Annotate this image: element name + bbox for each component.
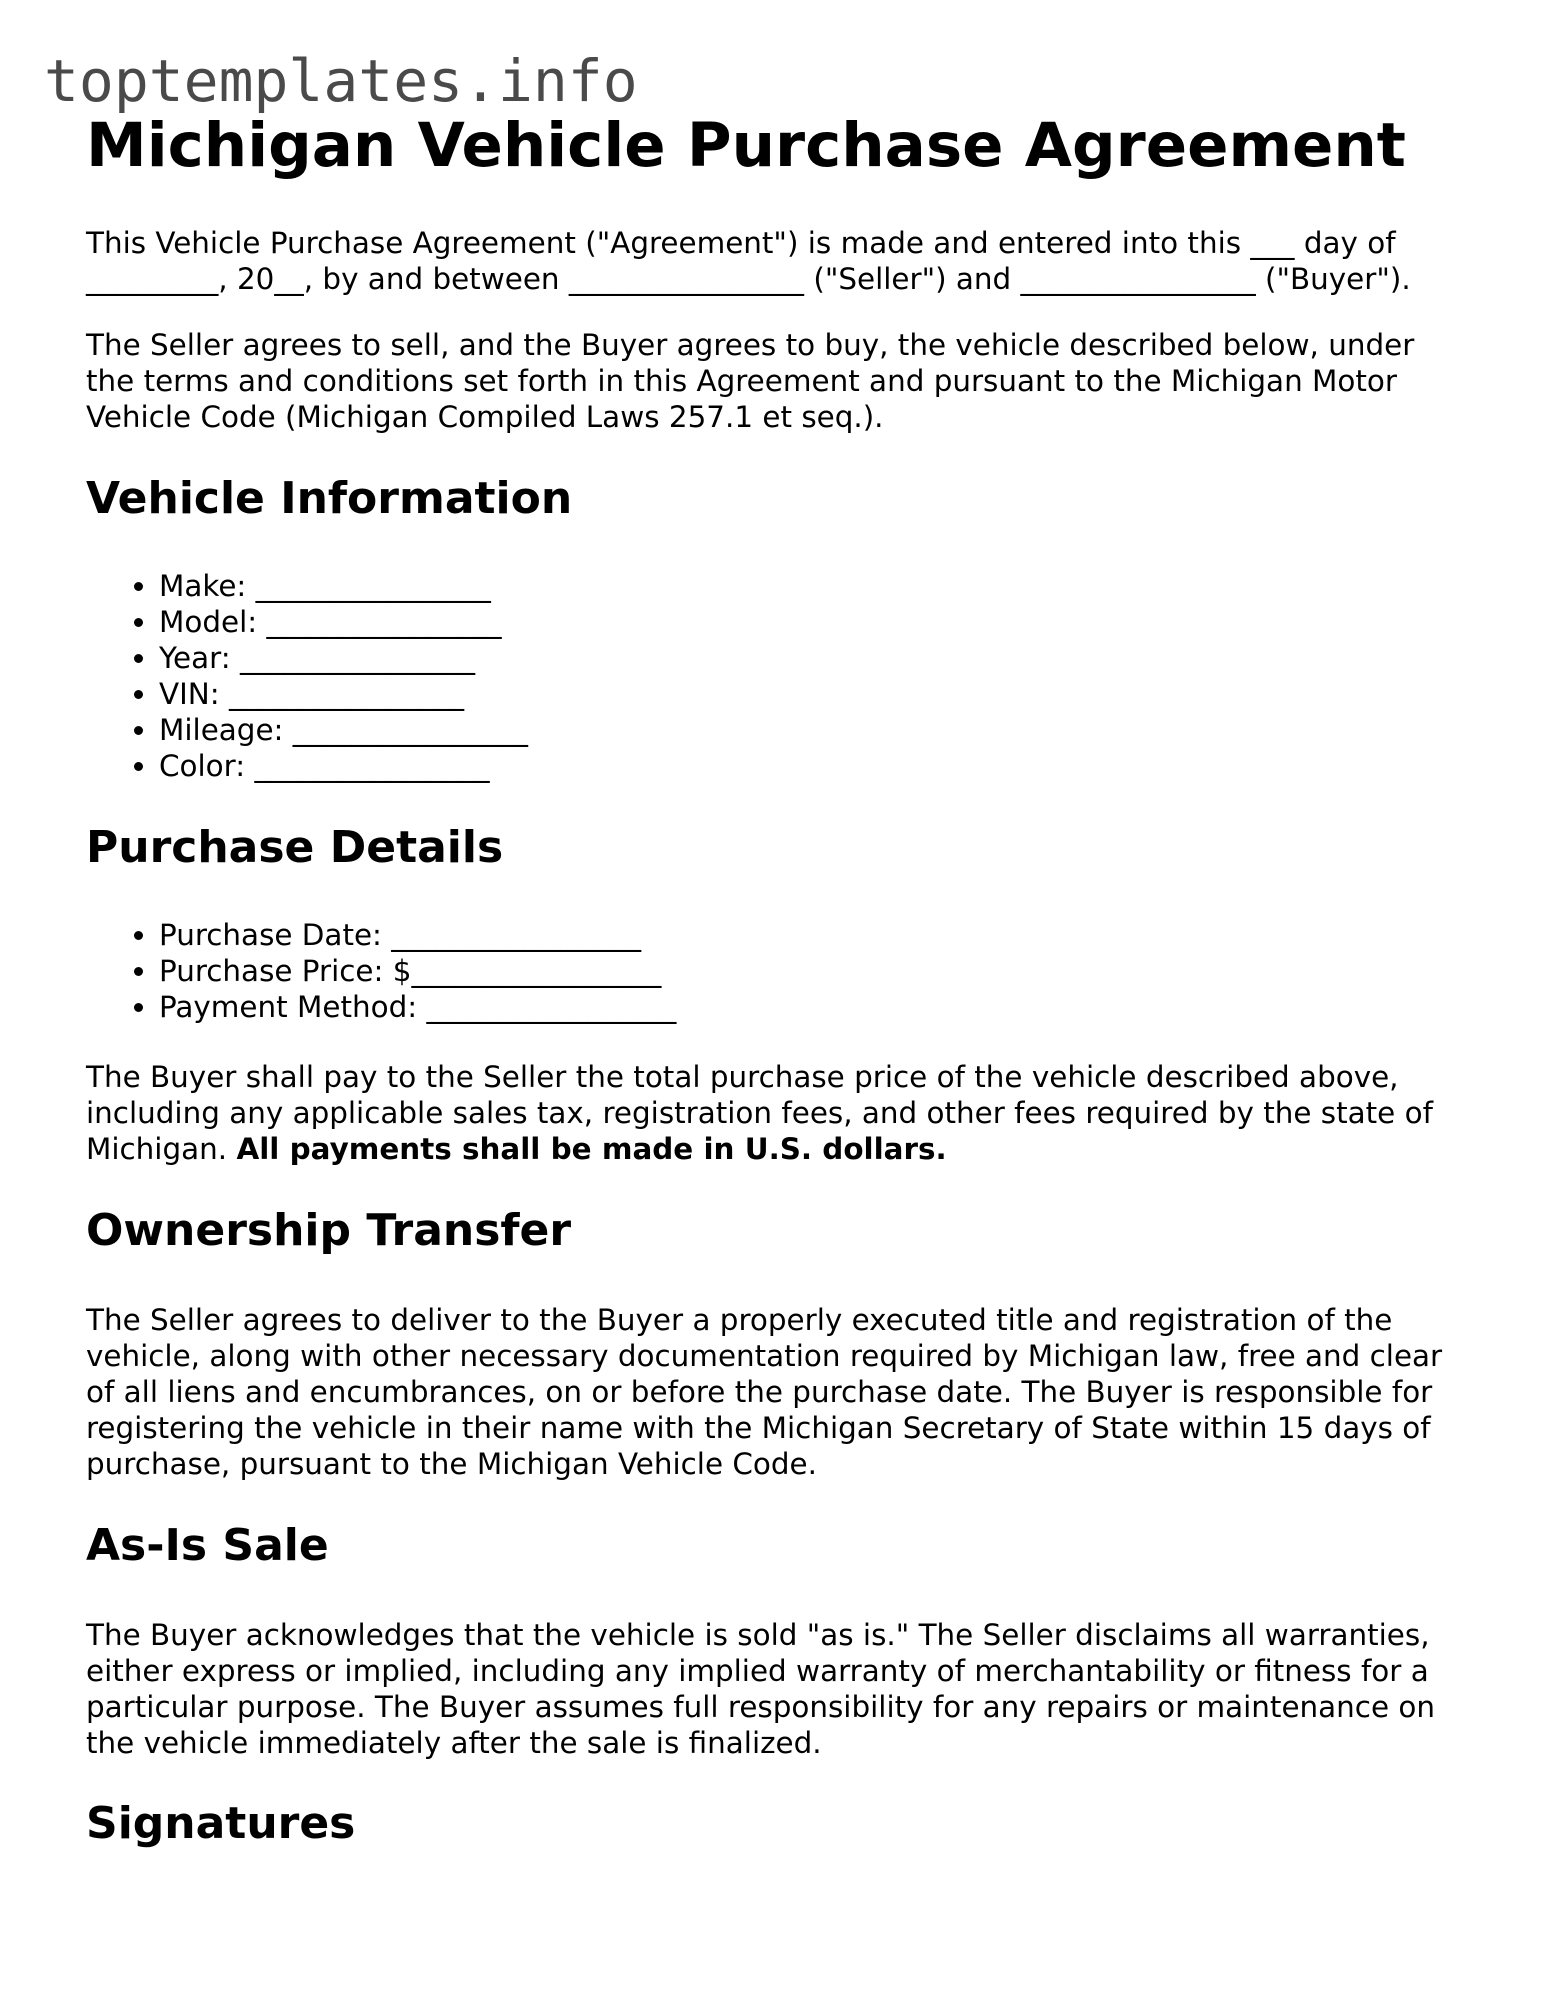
document	[86, 104, 1466, 1851]
list-item: • Purchase Date: _________________	[159, 917, 1466, 953]
purchase-details-heading: Purchase Details	[86, 822, 504, 873]
purchase-details-list	[86, 917, 1466, 1025]
as-is-sale-section	[86, 1519, 1466, 1761]
list-item: • Color: ________________	[159, 748, 1466, 784]
signatures-heading: Signatures	[86, 1798, 356, 1849]
list-item: • Mileage: ________________	[159, 712, 1466, 748]
list-item: • Payment Method: _________________	[159, 989, 1466, 1025]
purchase-details-text: The Buyer shall pay to the Seller the total purchase price of the vehicle described above, including any applicable sales tax, registration fees, and other fees required by the state of Michigan.	[86, 1060, 1433, 1166]
as-is-sale-paragraph: The Buyer acknowledges that the vehicle is sold "as is." The Seller disclaims all warranties, either express or implied, including any implied warranty of merchantability or fitness for a particular purpose. The Buyer assumes full responsibility for any repairs or maintenance on the vehicle immediately after the sale is finalized.	[86, 1618, 1435, 1760]
purchase-details-paragraph	[86, 1059, 1466, 1167]
intro-paragraph-parties: This Vehicle Purchase Agreement ("Agreement") is made and entered into this ___ day of _________, 20__, by and between ________________ ("Seller") and ________________ ("Buyer").	[86, 226, 1411, 296]
vehicle-information-list	[86, 568, 1466, 784]
vehicle-information-section	[86, 472, 1466, 784]
intro-paragraph-terms: The Seller agrees to sell, and the Buyer agrees to buy, the vehicle described below, under the terms and conditions set forth in this Agreement and pursuant to the Michigan Motor Vehicle Code (Michigan Compiled Laws 257.1 et seq.).	[86, 328, 1415, 434]
list-item: • VIN: ________________	[159, 676, 1466, 712]
ownership-transfer-heading: Ownership Transfer	[86, 1205, 572, 1256]
list-item: • Make: ________________	[159, 568, 1466, 604]
signatures-section	[86, 1797, 1466, 1851]
ownership-transfer-paragraph: The Seller agrees to deliver to the Buyer a properly executed title and registration of the vehicle, along with other necessary documentation required by Michigan law, free and clear of all liens and encumbrances, on or before the purchase date. The Buyer is responsible for registering the vehicle in their name with the Michigan Secretary of State within 15 days of purchase, pursuant to the Michigan Vehicle Code.	[86, 1303, 1443, 1481]
ownership-transfer-section	[86, 1204, 1466, 1482]
purchase-details-section	[86, 821, 1466, 1167]
as-is-sale-heading: As-Is Sale	[86, 1520, 329, 1571]
vehicle-information-heading: Vehicle Information	[86, 473, 573, 524]
list-item: • Purchase Price: $_________________	[159, 953, 1466, 989]
list-item: • Model: ________________	[159, 604, 1466, 640]
watermark-text: toptemplates.info	[44, 47, 638, 115]
document-title: Michigan Vehicle Purchase Agreement	[86, 110, 1406, 181]
list-item: • Year: ________________	[159, 640, 1466, 676]
payment-currency-note: All payments shall be made in U.S. dollars.	[236, 1132, 947, 1166]
